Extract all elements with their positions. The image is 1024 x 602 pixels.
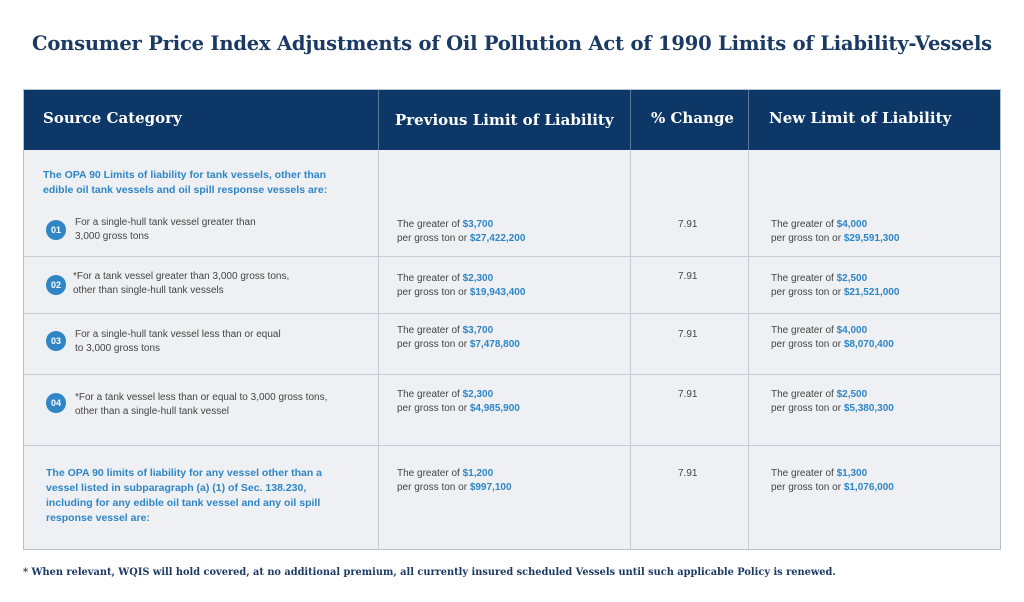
row-description-line: to 3,000 gross tons [75, 343, 161, 354]
percent-change-value: 7.91 [678, 219, 698, 230]
row-number-badge: 03 [46, 331, 66, 351]
header-new-limit: New Limit of Liability [769, 109, 952, 127]
liability-table [23, 89, 1001, 550]
column-divider [748, 90, 749, 549]
other-vessels-text-line: vessel listed in subparagraph (a) (1) of Sec. 138.230, [46, 482, 307, 494]
percent-change-value: 7.91 [678, 389, 698, 400]
percent-change-value: 7.91 [678, 271, 698, 282]
row-description-line: 3,000 gross tons [75, 231, 149, 242]
header-source-category: Source Category [43, 109, 182, 127]
header-percent-change: % Change [651, 109, 734, 127]
row-number-badge: 02 [46, 275, 66, 295]
intro-text-line: edible oil tank vessels and oil spill response vessels are: [43, 184, 328, 196]
row-divider [24, 313, 1000, 314]
new-limit-line: The greater of $2,500 [771, 389, 868, 400]
row-description-line: *For a tank vessel less than or equal to 3,000 gross tons, [75, 392, 328, 403]
row-description-line: For a single-hull tank vessel less than or equal [75, 329, 281, 340]
new-limit-line: per gross ton or $29,591,300 [771, 233, 900, 244]
header-previous-limit: Previous Limit of Liability [395, 111, 614, 129]
new-limit-line: The greater of $1,300 [771, 468, 868, 479]
page-title: Consumer Price Index Adjustments of Oil Pollution Act of 1990 Limits of Liability-Vessels [32, 32, 992, 55]
new-limit-line: per gross ton or $5,380,300 [771, 403, 894, 414]
previous-limit-line: per gross ton or $19,943,400 [397, 287, 526, 298]
column-divider [630, 90, 631, 549]
previous-limit-line: per gross ton or $4,985,900 [397, 403, 520, 414]
other-vessels-text-line: The OPA 90 limits of liability for any vessel other than a [46, 467, 322, 479]
new-limit-line: per gross ton or $8,070,400 [771, 339, 894, 350]
previous-limit-line: The greater of $2,300 [397, 389, 494, 400]
row-description-line: other than single-hull tank vessels [73, 285, 224, 296]
previous-limit-line: The greater of $2,300 [397, 273, 494, 284]
previous-limit-line: The greater of $3,700 [397, 219, 494, 230]
other-vessels-text-line: including for any edible oil tank vessel and any oil spill [46, 497, 321, 509]
previous-limit-line: per gross ton or $7,478,800 [397, 339, 520, 350]
new-limit-line: The greater of $4,000 [771, 325, 868, 336]
row-divider [24, 445, 1000, 446]
new-limit-line: The greater of $2,500 [771, 273, 868, 284]
row-number-badge: 04 [46, 393, 66, 413]
previous-limit-line: The greater of $1,200 [397, 468, 494, 479]
previous-limit-line: per gross ton or $997,100 [397, 482, 512, 493]
previous-limit-line: The greater of $3,700 [397, 325, 494, 336]
new-limit-line: per gross ton or $21,521,000 [771, 287, 900, 298]
row-description-line: other than a single-hull tank vessel [75, 406, 229, 417]
new-limit-line: per gross ton or $1,076,000 [771, 482, 894, 493]
other-vessels-text-line: response vessel are: [46, 512, 150, 524]
percent-change-value: 7.91 [678, 468, 698, 479]
row-divider [24, 256, 1000, 257]
row-description-line: For a single-hull tank vessel greater than [75, 217, 256, 228]
column-divider [378, 90, 379, 549]
row-divider [24, 374, 1000, 375]
new-limit-line: The greater of $4,000 [771, 219, 868, 230]
row-description-line: *For a tank vessel greater than 3,000 gross tons, [73, 271, 290, 282]
footnote: * When relevant, WQIS will hold covered, at no additional premium, all currently insured scheduled Vessels until such applicable Policy is renewed. [23, 567, 836, 578]
previous-limit-line: per gross ton or $27,422,200 [397, 233, 526, 244]
percent-change-value: 7.91 [678, 329, 698, 340]
table-header [24, 90, 1000, 150]
row-number-badge: 01 [46, 220, 66, 240]
intro-text-line: The OPA 90 Limits of liability for tank vessels, other than [43, 169, 326, 181]
